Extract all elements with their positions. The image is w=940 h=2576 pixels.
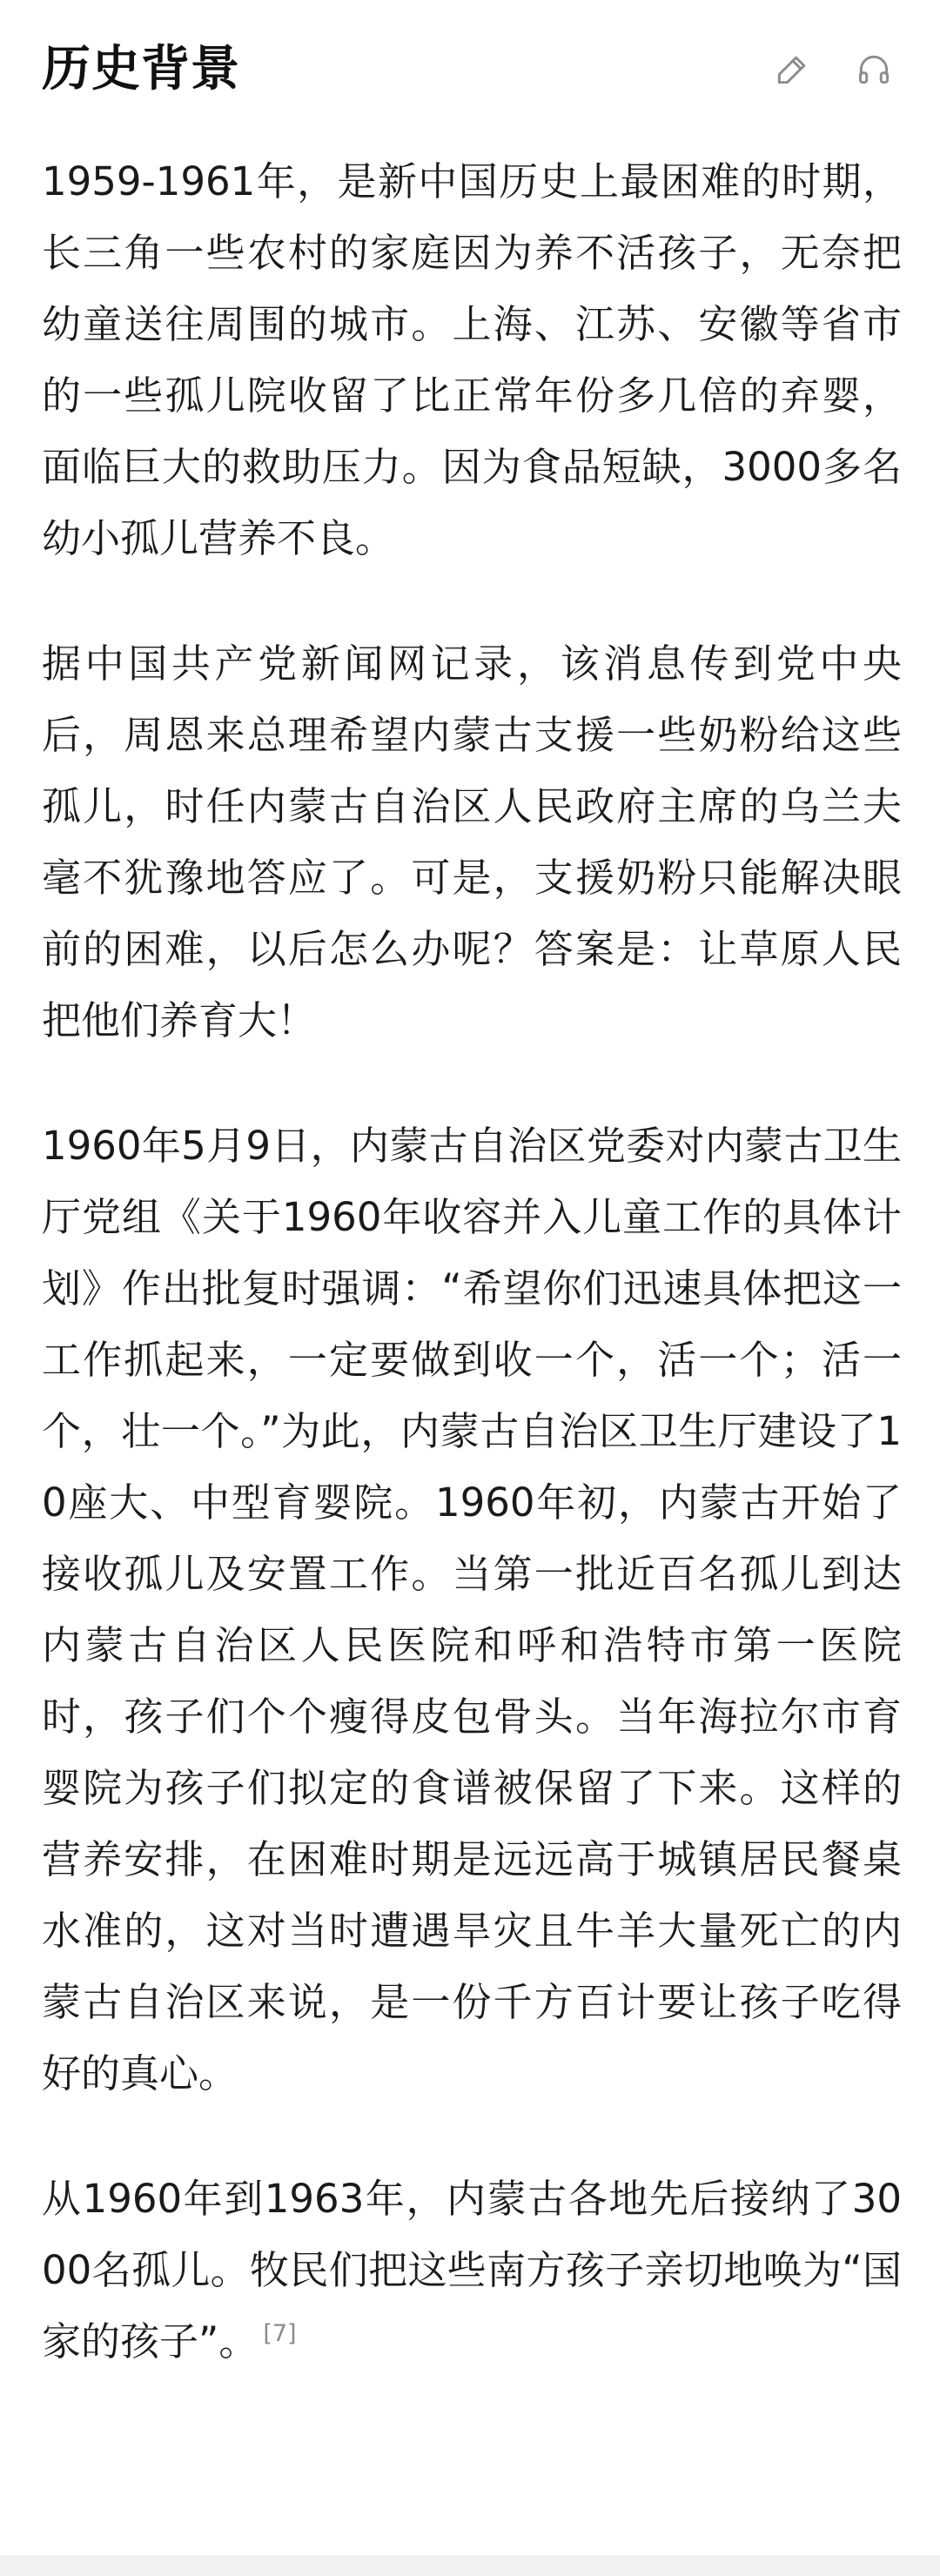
- paragraph-2: 据中国共产党新闻网记录，该消息传到党中央后，周恩来总理希望内蒙古支援一些奶粉给这些孤儿，时任内蒙古自治区人民政府主席的乌兰夫毫不犹豫地答应了。可是，支援奶粉只能解决眼前的困难，以后怎么办呢？答案是：让草原人民把他们养育大！: [42, 641, 902, 1043]
- section-header: [42, 26, 898, 113]
- paragraph-4-text: 从1960年到1963年，内蒙古各地先后接纳了3000名孤儿。牧民们把这些南方孩子亲切地唤为“国家的孩子”。: [42, 2176, 902, 2365]
- paragraph-4: [42, 2163, 902, 2378]
- header-actions: [771, 49, 895, 91]
- bottom-divider: [0, 2555, 940, 2576]
- headphones-icon[interactable]: [853, 49, 895, 91]
- pencil-icon[interactable]: [771, 49, 813, 91]
- article-body: [42, 146, 902, 2432]
- section-title: 历史背景: [42, 41, 240, 97]
- paragraph-3: 1960年5月9日，内蒙古自治区党委对内蒙古卫生厅党组《关于1960年收容并入儿童工作的具体计划》作出批复时强调：“希望你们迅速具体把这一工作抓起来，一定要做到收一个，活一个；活一个，壮一个。”为此，内蒙古自治区卫生厅建设了10座大、中型育婴院。1960年初，内蒙古开始了接收孤儿及安置工作。当第一批近百名孤儿到达内蒙古自治区人民医院和呼和浩特市第一医院时，孩子们个个瘦得皮包骨头。当年海拉尔市育婴院为孩子们拟定的食谱被保留了下来。这样的营养安排，在困难时期是远远高于城镇居民餐桌水准的，这对当时遭遇旱灾且牛羊大量死亡的内蒙古自治区来说，是一份千方百计要让孩子吃得好的真心。: [42, 1123, 902, 2096]
- citation-link[interactable]: [7]: [263, 2320, 297, 2347]
- paragraph-1: 1959-1961年，是新中国历史上最困难的时期，长三角一些农村的家庭因为养不活孩子，无奈把幼童送往周围的城市。上海、江苏、安徽等省市的一些孤儿院收留了比正常年份多几倍的弃婴，面临巨大的救助压力。因为食品短缺，3000多名幼小孤儿营养不良。: [42, 158, 902, 561]
